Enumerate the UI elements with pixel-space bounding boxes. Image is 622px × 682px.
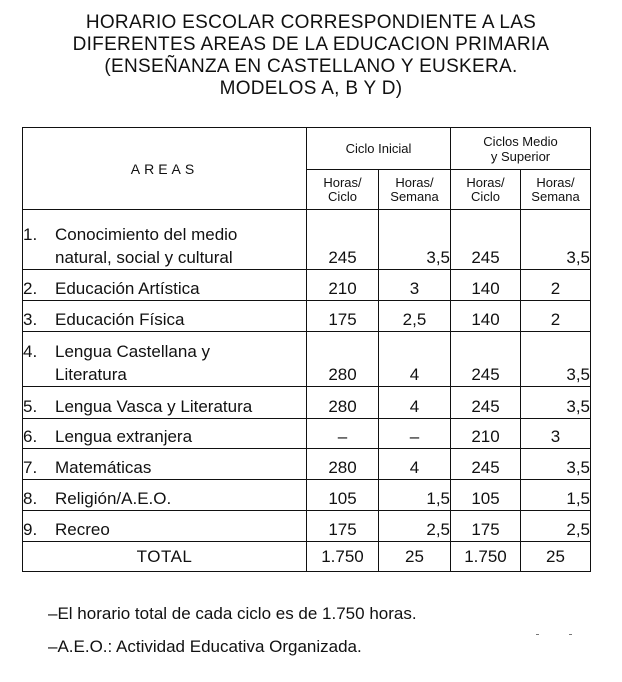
area-number: 8. [23,489,38,508]
ci-horas-ciclo: 280 [307,387,379,419]
area-number: 7. [23,458,38,477]
area-cell [23,387,307,419]
title-line-3: (ENSEÑANZA EN CASTELLANO Y EUSKERA. [104,56,518,77]
sub-head-line-1: Horas/ [395,174,434,190]
ci-horas-semana: 1,5 [379,480,451,511]
ci-horas-semana: – [379,419,451,449]
sub-head-line-2: Semana [390,188,439,204]
scan-speck [569,634,572,635]
document-title [0,12,622,100]
cms-horas-semana: 3,5 [521,332,591,387]
cms-horas-semana: 3,5 [521,449,591,480]
sub-head-line-1: Horas/ [323,174,362,190]
area-number: 1. [23,225,38,244]
cms-horas-semana: 2 [521,301,591,332]
area-name: Educación Física [55,310,185,329]
table-row [23,270,591,301]
cms-horas-ciclo: 140 [451,270,521,301]
ci-horas-semana: 4 [379,332,451,387]
cms-total-horas-semana: 25 [521,542,591,572]
area-cell [23,419,307,449]
cms-horas-semana: 1,5 [521,480,591,511]
cms-horas-semana: 3,5 [521,210,591,270]
ci-total-horas-ciclo: 1.750 [307,542,379,572]
area-name: Lengua Castellana y [55,342,211,361]
footnote-aeo: –A.E.O.: Actividad Educativa Organizada. [48,637,362,656]
area-number: 6. [23,427,38,446]
sub-head-line-1: Horas/ [536,174,575,190]
schedule-table [22,127,591,572]
cms-horas-semana: 2 [521,270,591,301]
area-name: Conocimiento del medio [55,225,238,244]
ci-horas-ciclo: 280 [307,332,379,387]
area-name-line-2: natural, social y cultural [55,248,233,267]
cms-horas-semana-header [521,170,591,210]
sub-head-line-1: Horas/ [466,174,505,190]
title-line-1: HORARIO ESCOLAR CORRESPONDIENTE A LAS [85,12,537,33]
area-number: 4. [23,342,38,361]
ci-horas-semana: 4 [379,387,451,419]
cms-horas-ciclo: 245 [451,210,521,270]
table-row [23,301,591,332]
total-row [23,542,591,572]
sub-head-line-2: Ciclo [328,188,357,204]
ci-horas-semana-header [379,170,451,210]
ciclos-medio-superior-header [451,128,591,170]
table-row [23,480,591,511]
area-name: Matemáticas [55,458,152,477]
ci-horas-semana: 3,5 [379,210,451,270]
title-line-4: MODELOS A, B Y D) [219,78,403,99]
table-row [23,387,591,419]
cms-horas-semana: 3,5 [521,387,591,419]
cms-horas-ciclo: 105 [451,480,521,511]
area-number: 5. [23,397,38,416]
ci-horas-semana: 4 [379,449,451,480]
cms-horas-ciclo: 245 [451,387,521,419]
scan-speck [536,634,539,635]
area-name: Lengua extranjera [55,427,193,446]
cms-total-horas-ciclo: 1.750 [451,542,521,572]
ci-horas-ciclo-header [307,170,379,210]
area-name: Religión/A.E.O. [55,489,172,508]
ciclo-inicial-header: Ciclo Inicial [307,128,451,170]
sub-head-line-2: Ciclo [471,188,500,204]
area-cell [23,511,307,542]
cms-horas-ciclo-header [451,170,521,210]
cms-horas-ciclo: 245 [451,449,521,480]
total-label: TOTAL [23,542,307,572]
group2-line-1: Ciclos Medio [483,133,558,149]
table-row [23,210,591,270]
area-cell [23,301,307,332]
cms-horas-ciclo: 175 [451,511,521,542]
ci-total-horas-semana: 25 [379,542,451,572]
area-name-line-2: Literatura [55,365,127,384]
footnotes [48,597,417,663]
cms-horas-ciclo: 210 [451,419,521,449]
sub-head-line-2: Semana [531,188,580,204]
table-row [23,511,591,542]
cms-horas-ciclo: 245 [451,332,521,387]
group2-line-2: y Superior [490,148,551,164]
title-line-2: DIFERENTES AREAS DE LA EDUCACION PRIMARIA [72,34,550,55]
areas-header: AREAS [23,128,307,210]
area-cell [23,332,307,387]
header-row-groups [23,128,591,170]
cms-horas-semana: 3 [521,419,591,449]
table-row [23,449,591,480]
area-name: Recreo [55,520,110,539]
area-number: 2. [23,279,38,298]
area-name: Educación Artística [55,279,200,298]
ci-horas-ciclo: 175 [307,301,379,332]
area-number: 3. [23,310,38,329]
area-name: Lengua Vasca y Literatura [55,397,253,416]
ci-horas-ciclo: 280 [307,449,379,480]
cms-horas-semana: 2,5 [521,511,591,542]
table-row [23,419,591,449]
ci-horas-ciclo: – [307,419,379,449]
ci-horas-semana: 2,5 [379,301,451,332]
area-number: 9. [23,520,38,539]
footnote-total-hours: –El horario total de cada ciclo es de 1.750 horas. [48,604,417,623]
area-cell [23,270,307,301]
area-cell [23,210,307,270]
cms-horas-ciclo: 140 [451,301,521,332]
ci-horas-ciclo: 210 [307,270,379,301]
ci-horas-ciclo: 105 [307,480,379,511]
area-cell [23,449,307,480]
area-cell [23,480,307,511]
ci-horas-ciclo: 245 [307,210,379,270]
table-row [23,332,591,387]
ci-horas-semana: 2,5 [379,511,451,542]
ci-horas-semana: 3 [379,270,451,301]
ci-horas-ciclo: 175 [307,511,379,542]
